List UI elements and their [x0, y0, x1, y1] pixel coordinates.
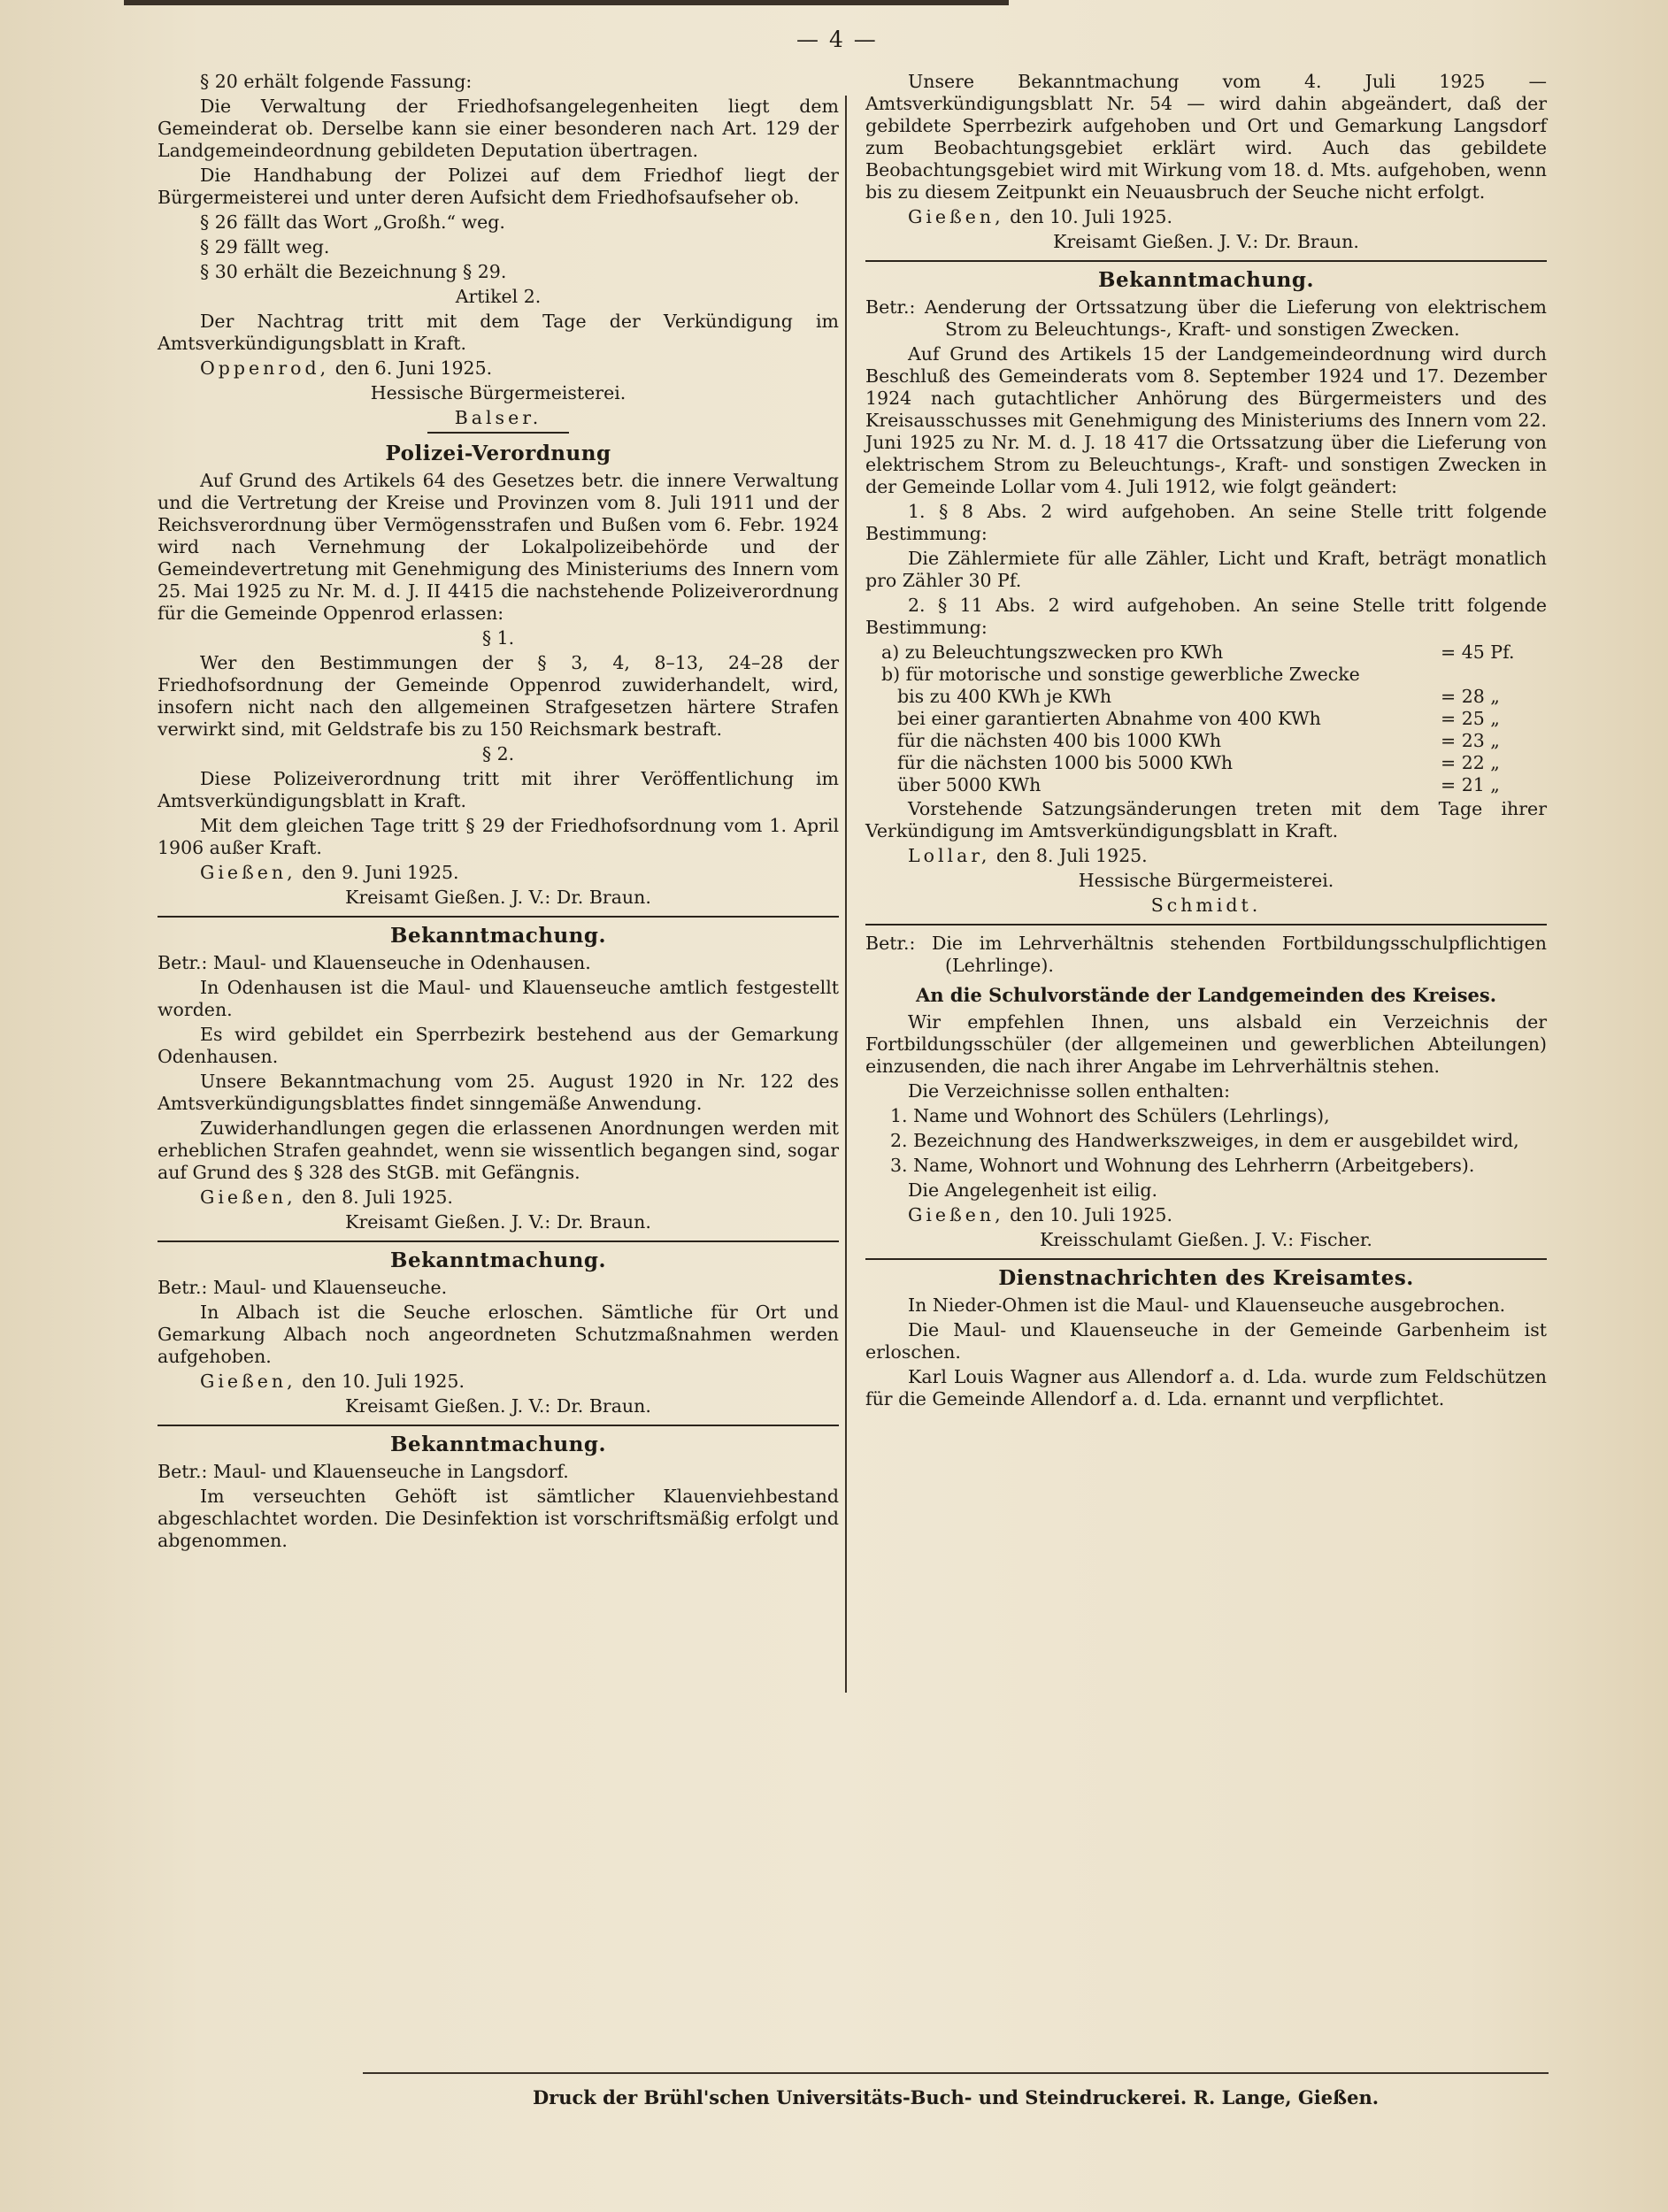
- paragraph: Die Verzeichnisse sollen enthalten:: [908, 1080, 1230, 1102]
- page-number: — 4 —: [796, 27, 878, 52]
- paragraph: Die Angelegenheit ist eilig.: [908, 1179, 1157, 1201]
- place-date: [865, 845, 1547, 867]
- paragraph: Mit dem gleichen Tage tritt § 29 der Friedhofsordnung vom 1. April 1906 außer Kraft.: [158, 815, 839, 858]
- paragraph: 1. § 8 Abs. 2 wird aufgehoben. An seine Stelle tritt folgende Bestimmung:: [865, 501, 1547, 544]
- place: Gießen,: [200, 1187, 296, 1208]
- signature: Kreisamt Gießen. J. V.: Dr. Braun.: [345, 1211, 651, 1233]
- paragraph: Die Zählermiete für alle Zähler, Licht und Kraft, beträgt monatlich pro Zähler 30 Pf.: [865, 548, 1547, 591]
- list-item: 1. Name und Wohnort des Schülers (Lehrlings),: [890, 1105, 1330, 1126]
- paragraph: Die Handhabung der Polizei auf dem Friedhof liegt der Bürgermeisterei und unter deren Aufsicht dem Friedhofsaufseher ob.: [158, 165, 839, 208]
- section-heading: Bekanntmachung.: [1098, 268, 1314, 292]
- place: Oppenrod,: [200, 357, 330, 379]
- paragraph: § 30 erhält die Bezeichnung § 29.: [200, 261, 507, 282]
- paragraph: Zuwiderhandlungen gegen die erlassenen Anordnungen werden mit erheblichen Strafen geahndet, wenn sie wissentlich begangen sind, sogar auf Grund des § 328 des StGB. mit Gefängnis.: [158, 1118, 839, 1183]
- signature: Kreisamt Gießen. J. V.: Dr. Braun.: [1053, 231, 1359, 252]
- place: Gießen,: [200, 862, 296, 883]
- date: den 10. Juli 1925.: [302, 1371, 465, 1392]
- separator: [158, 1240, 839, 1242]
- subject-line: Betr.: Maul- und Klauenseuche in Langsdorf.: [158, 1461, 569, 1482]
- section-number: § 1.: [481, 627, 515, 649]
- paragraph: In Odenhausen ist die Maul- und Klauenseuche amtlich festgestellt worden.: [158, 977, 839, 1020]
- section-heading: Polizei-Verordnung: [385, 442, 611, 465]
- paragraph: Auf Grund des Artikels 64 des Gesetzes betr. die innere Verwaltung und die Vertretung der Kreise und Provinzen vom 8. Juli 1911 und der Reichsverordnung über Vermögensstrafen und Bußen vom 6. Febr. 1924 wird nach Vernehmung der Lokalpolizeibehörde und der Gemeindevertretung mit Genehmigung des Ministeriums des Innern vom 25. Mai 1925 zu Nr. M. d. J. II 4415 die nachstehende Polizeiverordnung für die Gemeinde Oppenrod erlassen:: [158, 470, 839, 624]
- place-date: [158, 1187, 839, 1209]
- signature-name: Balser.: [454, 407, 542, 428]
- paragraph: 2. § 11 Abs. 2 wird aufgehoben. An seine Stelle tritt folgende Bestimmung:: [865, 595, 1547, 638]
- paragraph: Es wird gebildet ein Sperrbezirk bestehend aus der Gemarkung Odenhausen.: [158, 1024, 839, 1067]
- paragraph: Die Maul- und Klauenseuche in der Gemeinde Garbenheim ist erloschen.: [865, 1319, 1547, 1363]
- requirements-list: [865, 1105, 1547, 1177]
- tariff-table: [865, 641, 1547, 796]
- subject-line: Betr.: Die im Lehrverhältnis stehenden Fortbildungsschulpflichtigen (Lehrlinge).: [865, 933, 1547, 976]
- paragraph: Auf Grund des Artikels 15 der Landgemeindeordnung wird durch Beschluß des Gemeinderats vom 8. September 1924 und 17. Dezember 1924 nach gutachtlicher Anhörung des Bürgermeisters und des Kreisausschusses mit Genehmigung des Ministeriums des Innern vom 22. Juni 1925 zu Nr. M. d. J. 18 417 die Ortssatzung über die Lieferung von elektrischem Strom zu Beleuchtungs-, Kraft- und sonstigen Zwecken in der Gemeinde Lollar vom 4. Juli 1912, wie folgt geändert:: [865, 343, 1547, 497]
- signature: Kreisamt Gießen. J. V.: Dr. Braun.: [345, 1395, 651, 1417]
- place: Lollar,: [908, 845, 991, 866]
- section-heading: An die Schulvorstände der Landgemeinden des Kreises.: [915, 984, 1497, 1006]
- top-edge-bar: [124, 0, 1009, 5]
- paragraph: Karl Louis Wagner aus Allendorf a. d. Lda. wurde zum Feldschützen für die Gemeinde Allendorf a. d. Lda. ernannt und verpflichtet.: [865, 1366, 1547, 1409]
- paragraph: Unsere Bekanntmachung vom 25. August 1920 in Nr. 122 des Amtsverkündigungsblattes findet sinngemäße Anwendung.: [158, 1071, 839, 1114]
- place-date: [865, 1204, 1547, 1226]
- place-date: [158, 862, 839, 884]
- column-divider: [845, 96, 847, 1693]
- date: den 8. Juli 1925.: [302, 1187, 453, 1208]
- separator: [865, 924, 1547, 926]
- footer-separator: [363, 2072, 1549, 2074]
- signature: Hessische Bürgermeisterei.: [1078, 870, 1334, 891]
- separator: [865, 260, 1547, 262]
- article-heading: Artikel 2.: [455, 286, 542, 307]
- paragraph: § 20 erhält folgende Fassung:: [200, 71, 473, 92]
- separator: [865, 1258, 1547, 1260]
- paragraph: Unsere Bekanntmachung vom 4. Juli 1925 — Amtsverkündigungsblatt Nr. 54 — wird dahin abgeändert, daß der gebildete Sperrbezirk aufgehoben und Ort und Gemarkung Langsdorf zum Beobachtungsgebiet erklärt wird. Auch das gebildete Beobachtungsgebiet wird mit Wirkung vom 18. d. Mts. aufgehoben, wenn bis zu diesem Zeitpunkt ein Neuausbruch der Seuche nicht erfolgt.: [865, 71, 1547, 203]
- signature: Kreisschulamt Gießen. J. V.: Fischer.: [1040, 1229, 1372, 1250]
- paragraph: Die Verwaltung der Friedhofsangelegenheiten liegt dem Gemeinderat ob. Derselbe kann sie einer besonderen nach Art. 129 der Landgemeindeordnung gebildeten Deputation übertragen.: [158, 96, 839, 161]
- date: den 10. Juli 1925.: [1010, 1204, 1172, 1225]
- tariff-row: für die nächsten 400 bis 1000 KWh = 23 „: [897, 730, 1500, 751]
- place-date: [158, 1371, 839, 1393]
- subject-line: Betr.: Aenderung der Ortssatzung über die Lieferung von elektrischem Strom zu Beleuchtungs-, Kraft- und sonstigen Zwecken.: [865, 296, 1547, 340]
- date: den 8. Juli 1925.: [995, 845, 1148, 866]
- left-column: [158, 71, 839, 1555]
- tariff-row: über 5000 KWh = 21 „: [897, 774, 1500, 795]
- date: den 9. Juni 1925.: [302, 862, 459, 883]
- date: den 10. Juli 1925.: [1010, 206, 1172, 227]
- place-date: [158, 357, 839, 380]
- subject-line: Betr.: Maul- und Klauenseuche.: [158, 1277, 448, 1298]
- paragraph: Im verseuchten Gehöft ist sämtlicher Klauenviehbestand abgeschlachtet worden. Die Desinfektion ist vorschriftsmäßig erfolgt und abgenommen.: [158, 1486, 839, 1551]
- separator: [158, 916, 839, 918]
- place: Gießen,: [908, 1204, 1004, 1225]
- section-heading: Bekanntmachung.: [390, 1248, 606, 1272]
- place: Gießen,: [200, 1371, 296, 1392]
- tariff-row: bis zu 400 KWh je KWh = 28 „: [897, 686, 1500, 707]
- separator: [427, 432, 569, 434]
- paragraph: Diese Polizeiverordnung tritt mit ihrer Veröffentlichung im Amtsverkündigungsblatt in Kraft.: [158, 768, 839, 811]
- signature-name: Schmidt.: [1150, 895, 1262, 916]
- paragraph: Der Nachtrag tritt mit dem Tage der Verkündigung im Amtsverkündigungsblatt in Kraft.: [158, 311, 839, 354]
- section-heading: Dienstnachrichten des Kreisamtes.: [998, 1266, 1414, 1290]
- section-heading: Bekanntmachung.: [390, 1432, 606, 1456]
- paragraph: Wir empfehlen Ihnen, uns alsbald ein Verzeichnis der Fortbildungsschüler (der allgemeinen und gewerblichen Abteilungen) einzusenden, die nach ihrer Angabe im Lehrverhältnis stehen.: [865, 1011, 1547, 1077]
- separator: [158, 1425, 839, 1426]
- place: Gießen,: [908, 206, 1004, 227]
- section-number: § 2.: [481, 743, 515, 764]
- signature: Hessische Bürgermeisterei.: [370, 382, 626, 403]
- paragraph: § 29 fällt weg.: [200, 236, 330, 257]
- tariff-row: für die nächsten 1000 bis 5000 KWh = 22 „: [897, 752, 1500, 773]
- subject-line: Betr.: Maul- und Klauenseuche in Odenhausen.: [158, 952, 591, 973]
- list-item: 2. Bezeichnung des Handwerkszweiges, in dem er ausgebildet wird,: [890, 1130, 1519, 1151]
- tariff-row: bei einer garantierten Abnahme von 400 KWh = 25 „: [897, 708, 1500, 729]
- paragraph: § 26 fällt das Wort „Großh.“ weg.: [200, 211, 505, 233]
- tariff-row: b) für motorische und sonstige gewerbliche Zwecke: [881, 664, 1360, 685]
- place-date: [865, 206, 1547, 228]
- paragraph: Vorstehende Satzungsänderungen treten mit dem Tage ihrer Verkündigung im Amtsverkündigungsblatt in Kraft.: [865, 798, 1547, 841]
- date: den 6. Juni 1925.: [334, 357, 493, 379]
- paragraph: In Nieder-Ohmen ist die Maul- und Klauenseuche ausgebrochen.: [908, 1294, 1506, 1316]
- paragraph: Wer den Bestimmungen der § 3, 4, 8–13, 24–28 der Friedhofsordnung der Gemeinde Oppenrod zuwiderhandelt, wird, insofern nicht nach den allgemeinen Strafgesetzen härtere Strafen verwirkt sind, mit Geldstrafe bis zu 150 Reichsmark bestraft.: [158, 652, 839, 740]
- section-heading: Bekanntmachung.: [390, 924, 606, 948]
- list-item: 3. Name, Wohnort und Wohnung des Lehrherrn (Arbeitgebers).: [890, 1155, 1475, 1176]
- printer-imprint: Druck der Brühl'schen Universitäts-Buch- und Steindruckerei. R. Lange, Gießen.: [532, 2086, 1380, 2108]
- right-column: [865, 71, 1547, 1413]
- tariff-row: a) zu Beleuchtungszwecken pro KWh = 45 Pf.: [881, 641, 1515, 663]
- signature: Kreisamt Gießen. J. V.: Dr. Braun.: [345, 887, 651, 908]
- paragraph: In Albach ist die Seuche erloschen. Sämtliche für Ort und Gemarkung Albach noch angeordneten Schutzmaßnahmen werden aufgehoben.: [158, 1302, 839, 1367]
